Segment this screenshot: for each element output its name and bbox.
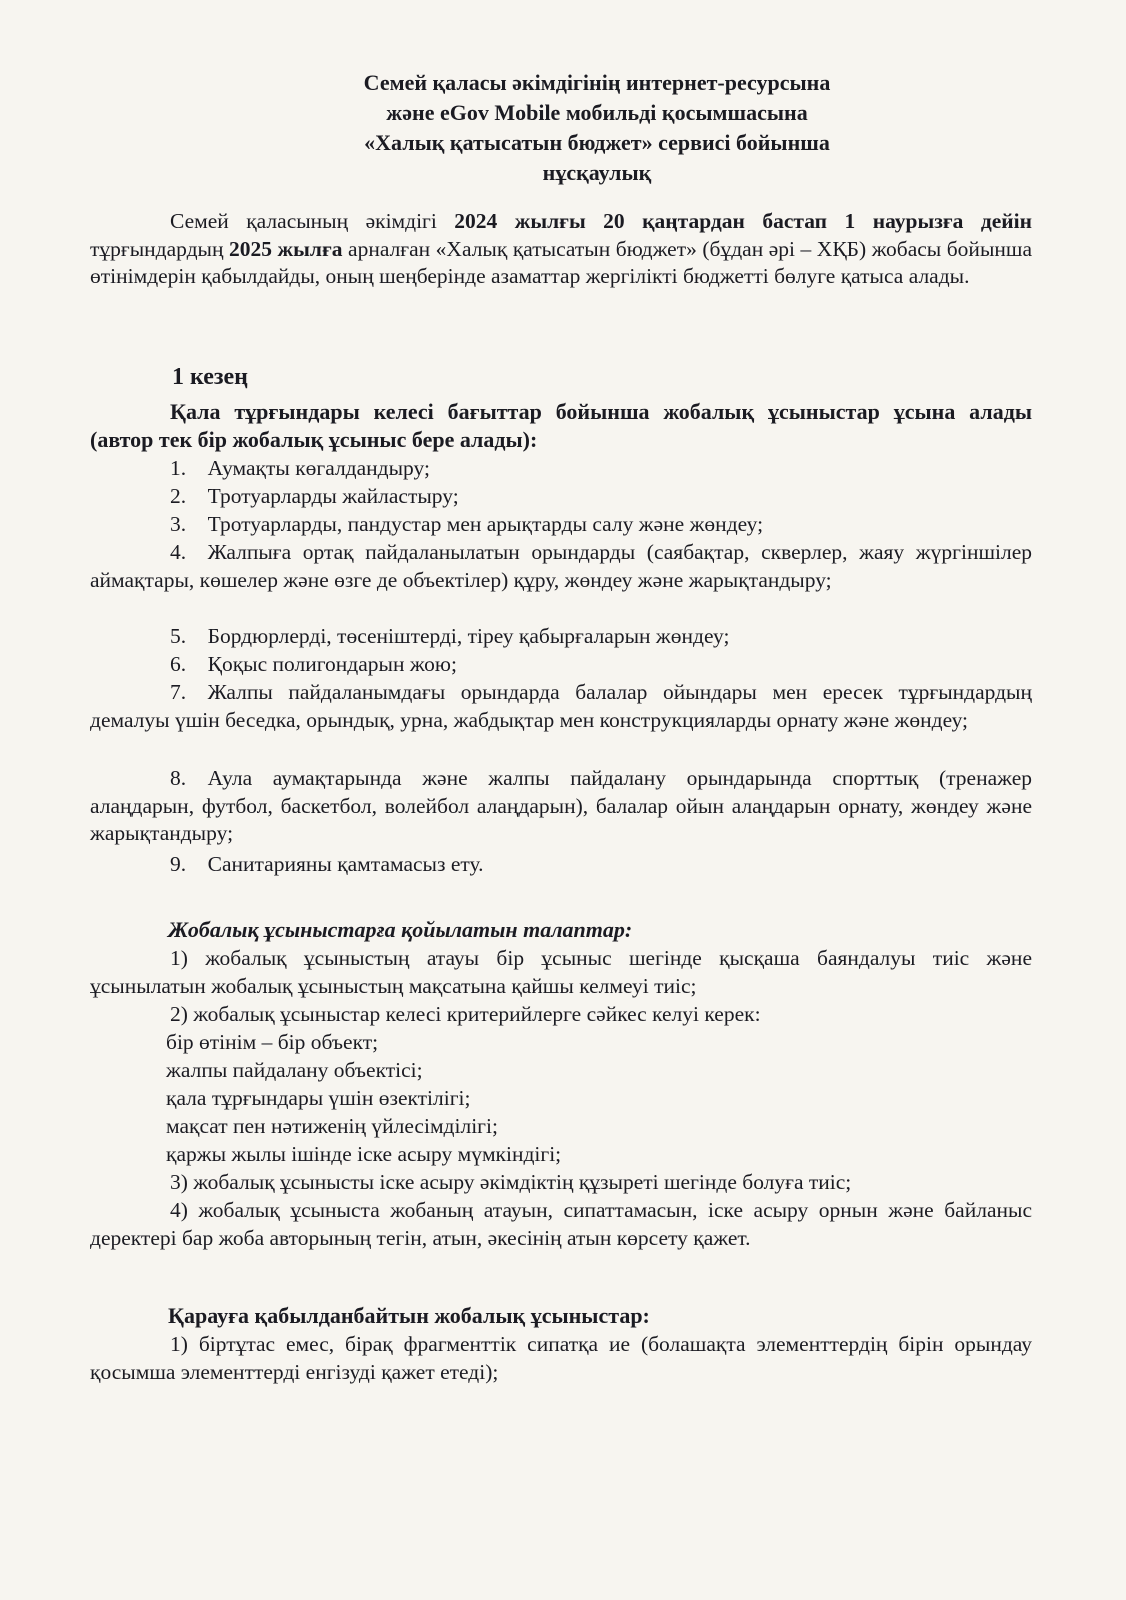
requirement-3: 3) жобалық ұсынысты іске асыру әкімдіктің құзыреті шегінде болуға тиіс; <box>170 1170 852 1194</box>
intro-text-3: арналған «Халық қатысатын бюджет» (бұдан әрі – ХҚБ) жобасы бойынша өтінімдерін қабылдайды, оның шеңберінде азаматтар жергілікті бюджетті бөлуге қатыса алады. <box>90 236 1032 288</box>
rejected-item-1: 1) біртұтас емес, бірақ фрагменттік сипатқа ие (болашақта элементтердің бірін орындау қосымша элементтерді енгізуді қажет етеді); <box>90 1332 1032 1384</box>
title-line-1: Семей қаласы әкімдігінің интернет-ресурсына <box>363 70 831 95</box>
list-item-4: 4. Жалпыға ортақ пайдаланылатын орындарды (саябақтар, скверлер, жаяу жүргіншілер аймақтары, көшелер және өзге де объектілер) құру, жөндеу және жарықтандыру; <box>90 540 1032 592</box>
stage-lead: Қала тұрғындары келесі бағыттар бойынша жобалық ұсыныстар ұсына алады (автор тек бір жобалық ұсыныс бере алады): <box>90 399 1032 452</box>
intro-paragraph <box>90 208 1032 291</box>
intro-text-2: тұрғындардың <box>90 236 230 261</box>
title-line-4: нұсқаулық <box>542 160 652 185</box>
intro-year: 2025 жылға <box>229 236 343 261</box>
list-item-6: 6. Қоқыс полигондарын жою; <box>170 652 457 676</box>
list-item-9: 9. Санитарияны қамтамасыз ету. <box>170 852 484 876</box>
intro-dates: 2024 жылғы 20 қаңтардан бастап 1 наурызға дейін <box>454 209 1032 233</box>
requirements-heading: Жобалық ұсыныстарға қойылатын талаптар: <box>168 917 633 942</box>
list-item-8: 8. Аула аумақтарында және жалпы пайдалану орындарында спорттық (тренажер алаңдарын, футбол, баскетбол, волейбол алаңдарын), балалар ойын алаңдарын орнату, жөндеу және жарықтандыру; <box>90 766 1032 845</box>
stage-heading: 1 кезең <box>172 364 249 390</box>
list-item-2: 2. Тротуарларды жайластыру; <box>170 484 459 508</box>
rejected-heading: Қарауға қабылданбайтын жобалық ұсыныстар: <box>168 1303 650 1328</box>
title-line-3: «Халық қатысатын бюджет» сервисі бойынша <box>364 130 830 155</box>
requirement-2: 2) жобалық ұсыныстар келесі критерийлерге сәйкес келуі керек: <box>170 1002 761 1026</box>
title-line-2: және eGov Mobile мобильді қосымшасына <box>386 100 808 125</box>
criterion-4: мақсат пен нәтиженің үйлесімділігі; <box>166 1114 498 1138</box>
intro-text-1: Семей қаласының әкімдігі <box>170 209 455 233</box>
requirement-1: 1) жобалық ұсыныстың атауы бір ұсыныс шегінде қысқаша баяндалуы тиіс және ұсынылатын жобалық ұсыныстың мақсатына қайшы келмеуі тиіс; <box>90 946 1032 998</box>
requirement-4: 4) жобалық ұсыныста жобаның атауын, сипаттамасын, іске асыру орнын және байланыс деректері бар жоба авторының тегін, атын, әкесінің атын көрсету қажет. <box>90 1198 1032 1250</box>
list-item-7: 7. Жалпы пайдаланымдағы орындарда балалар ойындары мен ересек тұрғындардың демалуы үшін беседка, орындық, урна, жабдықтар мен конструкцияларды орнату және жөндеу; <box>90 680 1032 732</box>
list-item-5: 5. Бордюрлерді, төсеніштерді, тіреу қабырғаларын жөндеу; <box>170 624 730 648</box>
criterion-2: жалпы пайдалану объектісі; <box>166 1058 423 1082</box>
criterion-1: бір өтінім – бір объект; <box>166 1030 379 1054</box>
list-item-1: 1. Аумақты көгалдандыру; <box>170 456 430 480</box>
list-item-3: 3. Тротуарларды, пандустар мен арықтарды салу және жөндеу; <box>170 512 764 536</box>
criterion-3: қала тұрғындары үшін өзектілігі; <box>166 1086 471 1110</box>
document-title <box>0 68 1126 188</box>
criterion-5: қаржы жылы ішінде іске асыру мүмкіндігі; <box>166 1142 562 1166</box>
